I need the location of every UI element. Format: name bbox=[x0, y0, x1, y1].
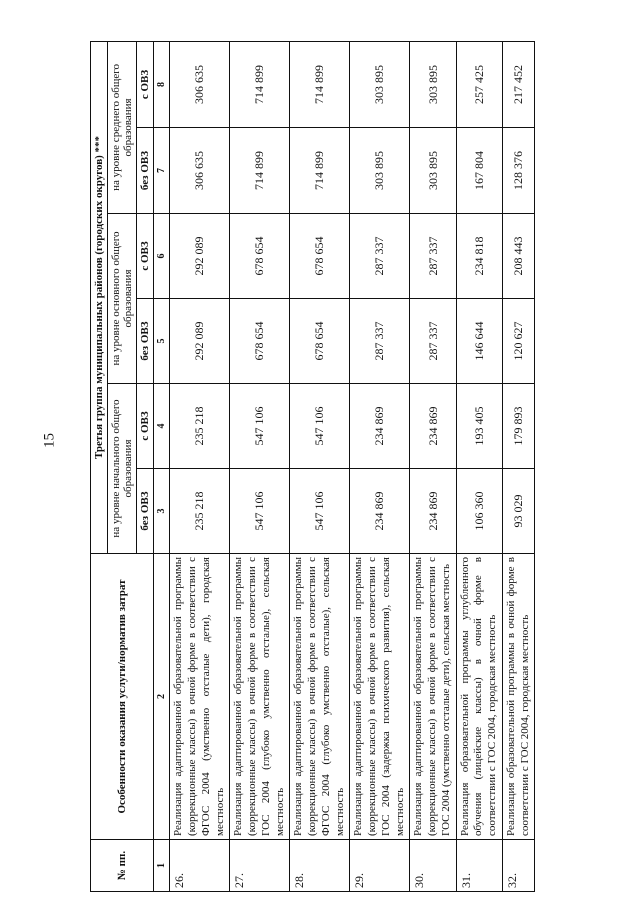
column-number: 7 bbox=[154, 128, 170, 214]
value-cell: 234 869 bbox=[410, 469, 456, 554]
value-cell: 547 106 bbox=[230, 384, 290, 469]
header-with-ovz: с ОВЗ bbox=[137, 41, 154, 127]
table-row bbox=[456, 41, 502, 891]
row-index: 31. bbox=[456, 840, 502, 892]
value-cell: 208 443 bbox=[502, 214, 535, 299]
table-row bbox=[410, 41, 456, 891]
value-cell: 235 218 bbox=[170, 469, 230, 554]
table-row bbox=[290, 41, 350, 891]
value-cell: 193 405 bbox=[456, 384, 502, 469]
row-index: 32. bbox=[502, 840, 535, 892]
table-row bbox=[350, 41, 410, 891]
header-col-no: № пп. bbox=[91, 840, 154, 892]
row-index: 26. bbox=[170, 840, 230, 892]
value-cell: 234 818 bbox=[456, 214, 502, 299]
value-cell: 292 089 bbox=[170, 214, 230, 299]
column-number: 1 bbox=[154, 840, 170, 892]
column-number: 2 bbox=[154, 554, 170, 840]
row-description: Реализация адаптированной образовательной программы (коррекционные классы) в очной форме в соответствии с ФГОС 2004 (умственно отсталые дети), городская местность bbox=[170, 554, 230, 840]
value-cell: 287 337 bbox=[410, 214, 456, 299]
value-cell: 234 869 bbox=[350, 469, 410, 554]
column-number: 6 bbox=[154, 214, 170, 299]
header-without-ovz: без ОВЗ bbox=[137, 469, 154, 554]
header-primary-level: на уровне начального общего образования bbox=[108, 384, 137, 554]
row-index: 27. bbox=[230, 840, 290, 892]
value-cell: 120 627 bbox=[502, 299, 535, 384]
header-group-title: Третья группа муниципальных районов (городских округов) *** bbox=[91, 41, 108, 553]
row-description: Реализация адаптированной образовательной программы (коррекционные классы) в очной форме в соответствии с ГОС 2004 (умственно отсталые дети), сельская местность bbox=[410, 554, 456, 840]
value-cell: 306 635 bbox=[170, 128, 230, 214]
value-cell: 714 899 bbox=[290, 128, 350, 214]
column-number: 3 bbox=[154, 469, 170, 554]
column-number: 5 bbox=[154, 299, 170, 384]
page-number: 15 bbox=[41, 433, 58, 448]
value-cell: 714 899 bbox=[290, 41, 350, 127]
row-description: Реализация образовательной программы углубленного обучения (лицейские классы) в очной форме в соответствии с ГОС 2004, городская местность bbox=[456, 554, 502, 840]
value-cell: 235 218 bbox=[170, 384, 230, 469]
value-cell: 287 337 bbox=[410, 299, 456, 384]
header-secondary-level: на уровне среднего общего образования bbox=[108, 41, 137, 213]
row-description: Реализация адаптированной образовательной программы (коррекционные классы) в очной форме в соответствии с ФГОС 2004 (глубоко умственно отсталые), сельская местность bbox=[290, 554, 350, 840]
row-index: 30. bbox=[410, 840, 456, 892]
value-cell: 217 452 bbox=[502, 41, 535, 127]
table-row bbox=[170, 41, 230, 891]
value-cell: 106 360 bbox=[456, 469, 502, 554]
value-cell: 678 654 bbox=[290, 214, 350, 299]
value-cell: 303 895 bbox=[350, 128, 410, 214]
header-col-desc: Особенности оказания услуги/норматив затрат bbox=[91, 554, 154, 840]
header-without-ovz: без ОВЗ bbox=[137, 128, 154, 214]
value-cell: 547 106 bbox=[230, 469, 290, 554]
header-with-ovz: с ОВЗ bbox=[137, 214, 154, 299]
value-cell: 678 654 bbox=[290, 299, 350, 384]
value-cell: 93 029 bbox=[502, 469, 535, 554]
value-cell: 678 654 bbox=[230, 214, 290, 299]
value-cell: 678 654 bbox=[230, 299, 290, 384]
value-cell: 146 644 bbox=[456, 299, 502, 384]
value-cell: 303 895 bbox=[410, 41, 456, 127]
row-index: 28. bbox=[290, 840, 350, 892]
value-cell: 287 337 bbox=[350, 214, 410, 299]
value-cell: 234 869 bbox=[350, 384, 410, 469]
value-cell: 292 089 bbox=[170, 299, 230, 384]
row-description: Реализация образовательной программы в очной форме в соответствии с ГОС 2004, городская местность bbox=[502, 554, 535, 840]
value-cell: 547 106 bbox=[290, 384, 350, 469]
value-cell: 547 106 bbox=[290, 469, 350, 554]
column-number: 4 bbox=[154, 384, 170, 469]
table-row bbox=[230, 41, 290, 891]
value-cell: 128 376 bbox=[502, 128, 535, 214]
value-cell: 714 899 bbox=[230, 41, 290, 127]
value-cell: 287 337 bbox=[350, 299, 410, 384]
value-cell: 714 899 bbox=[230, 128, 290, 214]
header-with-ovz: с ОВЗ bbox=[137, 384, 154, 469]
row-description: Реализация адаптированной образовательной программы (коррекционные классы) в очной форме в соответствии с ГОС 2004 (глубоко умственно отсталые), сельская местность bbox=[230, 554, 290, 840]
value-cell: 234 869 bbox=[410, 384, 456, 469]
column-number: 8 bbox=[154, 41, 170, 127]
value-cell: 167 804 bbox=[456, 128, 502, 214]
row-index: 29. bbox=[350, 840, 410, 892]
cost-norms-table bbox=[90, 41, 535, 892]
value-cell: 306 635 bbox=[170, 41, 230, 127]
value-cell: 303 895 bbox=[350, 41, 410, 127]
value-cell: 303 895 bbox=[410, 128, 456, 214]
header-without-ovz: без ОВЗ bbox=[137, 299, 154, 384]
header-basic-level: на уровне основного общего образования bbox=[108, 214, 137, 384]
value-cell: 179 893 bbox=[502, 384, 535, 469]
table-row bbox=[502, 41, 535, 891]
row-description: Реализация адаптированной образовательной программы (коррекционные классы) в очной форме в соответствии с ГОС 2004 (задержка психического развития), сельская местность bbox=[350, 554, 410, 840]
value-cell: 257 425 bbox=[456, 41, 502, 127]
